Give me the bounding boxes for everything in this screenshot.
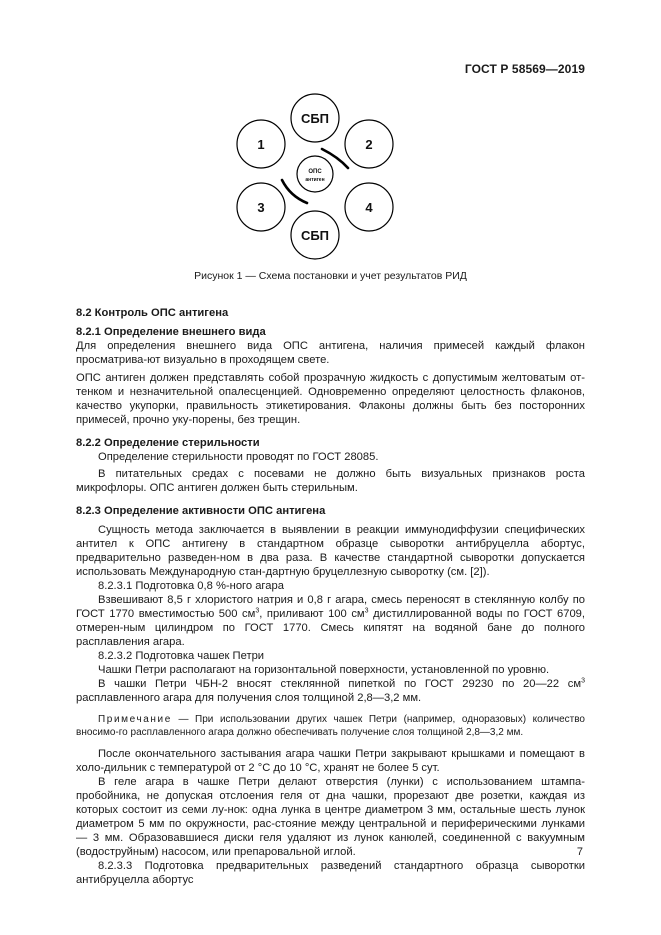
note-text: — При использовании других чашек Петри (например, одноразовых) количество вносимо-го расплавленного агара должно обеспечивать получение слоя толщиной 2,8—3,2 мм.: [76, 714, 585, 738]
section-heading-8-2-2: 8.2.2 Определение стерильности: [76, 437, 260, 449]
well-lower-left-label: 3: [257, 200, 265, 215]
paragraph: [76, 677, 585, 705]
document-body: [76, 306, 585, 887]
text-run: Взвешивают 8,5 г хлористого натрия и 0,8 г агара, смесь переносят в стеклянную колбу по ГОСТ 1770 вместимостью 500 см: [76, 594, 585, 620]
paragraph: ОПС антиген должен представлять собой прозрачную жидкость с допустимым желтоватым от-тенком и незначительной опалесценцией. Одновременно определяют целостность флаконов, качество укупорки, правильность этикетирования. Флаконы должны быть без посторонних примесей, прочно уку-порены, без трещин.: [76, 372, 585, 426]
paragraph: В питательных средах с посевами не должно быть визуальных признаков роста микрофлоры. ОПС антиген должен быть стерильным.: [76, 468, 585, 494]
well-bottom-label: СБП: [300, 228, 330, 243]
superscript: 3: [581, 677, 585, 685]
precipitation-line-lower: [282, 180, 307, 203]
section-heading-8-2: 8.2 Контроль ОПС антигена: [76, 307, 229, 319]
paragraph: Определение стерильности проводят по ГОСТ 28085.: [98, 451, 379, 463]
subsection-title-8-2-3-2: 8.2.3.2 Подготовка чашек Петри: [98, 650, 265, 662]
page-number: 7: [576, 846, 583, 858]
text-run: дистиллированной воды по ГОСТ 6709, отмерен-ным цилиндром по ГОСТ 1770. Смесь кипятят на водяной бане до полного расплавления агара.: [76, 608, 586, 648]
paragraph: Сущность метода заключается в выявлении в реакции иммунодиффузии специфических антител к ОПС антигену в стандартном образце сыворотки антибруцелла абортус, предварительно разведен-ном в два раза. В качестве стандартной сыворотки допускается использовать Международную стан-дартную бруцеллезную сыворотку (см. [2]).: [76, 524, 585, 578]
subsection-title-8-2-3-3: 8.2.3.3 Подготовка предварительных разведений стандартного образца сыворотки антибруцелла абортус: [76, 860, 585, 886]
center-label-line1: ОПС: [308, 169, 322, 175]
paragraph: В геле агара в чашке Петри делают отверстия (лунки) с использованием штампа-пробойника, не допуская отслоения геля от дна чашки, прорезают две розетки, каждая из которых состоит из семи лу-нок: одна лунка в центре диаметром 3 мм, остальные шесть лунок диаметром 5 мм по окружности, рас-стояние между центральной и периферическими лунками — 3 мм. Образовавшиеся диски геля удаляют из лунок канюлей, соединенной с вакуумным (водоструйным) насосом, или препаровальной иглой.: [76, 776, 585, 858]
section-heading-8-2-3: 8.2.3 Определение активности ОПС антигена: [76, 505, 326, 517]
text-run: расплавленного агара для получения слоя толщиной 2,8—3,2 мм.: [76, 692, 422, 704]
rid-scheme-figure: [0, 0, 661, 300]
note-label: Примечание: [98, 714, 172, 725]
paragraph: После окончательного застывания агара чашки Петри закрывают крышками и помещают в холо-дильник с температурой от 2 °С до 10 °С, хранят не более 5 сут.: [76, 748, 585, 774]
paragraph: [76, 593, 585, 649]
text-run: В чашки Петри ЧБН-2 вносят стеклянной пипеткой по ГОСТ 29230 по 20—22 см: [98, 678, 582, 690]
note: [76, 713, 585, 739]
center-label-line2: антиген: [305, 177, 325, 183]
superscript: 3: [255, 607, 260, 615]
precipitation-line-upper: [322, 149, 348, 168]
text-run: , приливают 100 см: [259, 608, 365, 620]
well-upper-left-label: 1: [257, 137, 265, 152]
well-lower-right-label: 4: [365, 200, 373, 215]
superscript: 3: [364, 607, 369, 615]
subsection-title-8-2-3-1: 8.2.3.1 Подготовка 0,8 %-ного агара: [98, 580, 284, 592]
section-heading-8-2-1: 8.2.1 Определение внешнего вида: [76, 326, 266, 338]
figure-caption: Рисунок 1 — Схема постановки и учет результатов РИД: [194, 270, 467, 282]
well-upper-right-label: 2: [365, 137, 373, 152]
paragraph: Чашки Петри располагают на горизонтальной поверхности, установленной по уровню.: [98, 664, 550, 676]
document-number: ГОСТ Р 58569—2019: [464, 62, 585, 76]
well-top-label: СБП: [300, 111, 330, 126]
paragraph: Для определения внешнего вида ОПС антигена, наличия примесей каждый флакон просматрива-ют визуально в проходящем свете.: [76, 340, 585, 366]
